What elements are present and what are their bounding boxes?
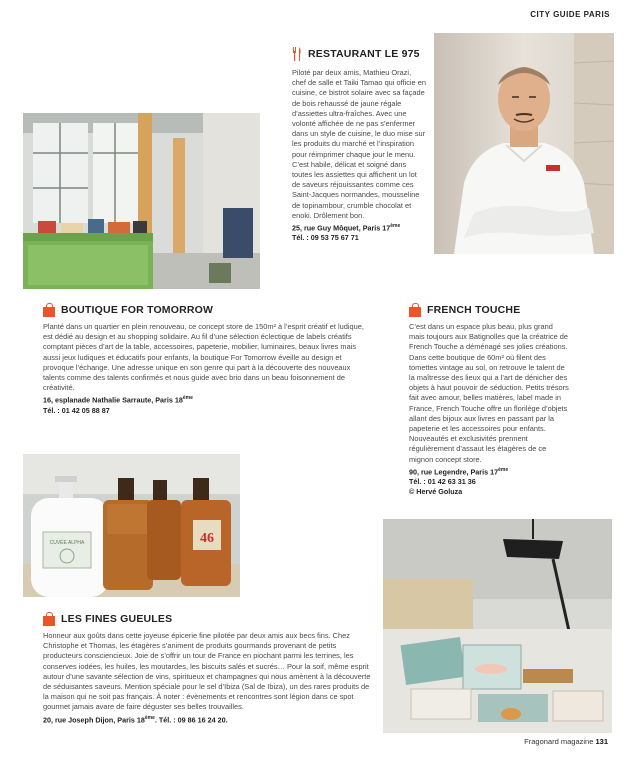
- footer: [524, 737, 608, 746]
- boutique-address: 16, esplanade Nathalie Sarraute, Paris 18ème: [43, 395, 193, 405]
- french-heading: [409, 303, 520, 317]
- shopping-bag-icon: [409, 303, 421, 317]
- boutique-body: Planté dans un quartier en plein renouveau, ce concept store de 150m² à l’esprit créatif et ludique, est dédié au design et au shopping solidaire. Au fil d’une sélection éclectique de labels créatifs comptant pièces d’art de la table, accessoires, papeterie, mobilier, luminaires, beaux livres mais aussi jeux ludiques et éducatifs pour enfants, la boutique For Tomorrow éveille au design et provoque l’échange. Une adresse unique en son genre qui part à la découverte des nouveaux talents comme des talents confirmés et nous guide avec brio dans un beau foisonnement de créativité. 16, esplanade Nathalie Sarraute, Paris 18ème Tél. : 01 42 05 88 87: [43, 322, 373, 416]
- shop-objects-photo: [383, 519, 612, 733]
- restaurant-title: RESTAURANT LE 975: [308, 48, 420, 60]
- bottle-46-label: 46: [200, 531, 214, 546]
- restaurant-phone: Tél. : 09 53 75 67 71: [292, 233, 359, 243]
- shopping-bag-icon: [43, 612, 55, 626]
- page-number: 131: [595, 737, 608, 746]
- fines-address: 20, rue Joseph Dijon, Paris 18ème. Tél. : 09 86 16 24 20.: [43, 714, 228, 725]
- fines-title: LES FINES GUEULES: [61, 613, 173, 625]
- chef-photo: [434, 33, 614, 254]
- magazine-name: Fragonard magazine: [524, 737, 594, 746]
- cuvee-label: CUVÉE ALPHA: [49, 540, 85, 546]
- restaurant-heading: [292, 47, 420, 61]
- boutique-heading: [43, 303, 213, 317]
- city-guide-label: CITY GUIDE PARIS: [530, 10, 610, 19]
- boutique-phone: Tél. : 01 42 05 88 87: [43, 405, 110, 415]
- french-title: FRENCH TOUCHE: [427, 304, 521, 316]
- photo-credit: © Hervé Goluza: [409, 487, 463, 497]
- bottles-photo: [23, 454, 240, 597]
- boutique-title: BOUTIQUE FOR TOMORROW: [61, 304, 214, 316]
- boutique-photo: [23, 113, 260, 289]
- french-phone: Tél. : 01 42 63 31 36: [409, 477, 476, 487]
- fines-body: Honneur aux goûts dans cette joyeuse épicerie fine pilotée par deux amis aux becs fins. Chez Christophe et Thomas, les étagères s’animent de produits gourmands provenant de petits producteurs consciencieux. Joie de s’offrir un tour de France en piochant parmi les terrines, les conserves iodées, les huiles, les moutardes, les biscuits salés et sucrés… Pour la soif, même esprit autour d’une savante sélection de vins, spiritueux et champagnes qui nous amènent à la découverte de séduisantes saveurs. Mention spéciale pour le sel d’Ibiza (Sal de Ibiza), un des rares produits de la maison qui ne soit pas français. À noter : évènements et rencontres sont légion dans ce spot gourmet jamais avare de faire déguster ses belles trouvailles. 20, rue Joseph Dijon, Paris 18ème. Tél. : 09 86 16 24 20.: [43, 631, 373, 725]
- french-body: C’est dans un espace plus beau, plus grand mais toujours aux Batignolles que la créatrice de French Touche a déménagé ses jolies créations. Dans cette boutique de 60m² où filent des tomettes vintage au sol, on retrouve le talent de la maîtresse des lieux qui a l’art de dénicher des objets à haut pouvoir de séduction. Petits trésors fait avec amour, belles matières, label made in France, French Touche offre un florilège d’objets allant des bijoux aux livres en passant par la papeterie et les accessoires pour enfants. Nouveautés et exclusivités prennent régulièrement d’assaut les étagères de ce mignon concept store. 90, rue Legendre, Paris 17ème Tél. : 01 42 63 31 36 © Hervé Goluza: [409, 322, 569, 497]
- fork-knife-icon: [292, 47, 302, 61]
- restaurant-body: Piloté par deux amis, Mathieu Orazi, chef de salle et Taiki Tamao qui officie en cuisine, ce bistrot solaire avec sa façade de bois rehaussé de jaune régale d’assiettes ultra-fraîches. Avec une volonté affichée de ne pas s’enfermer dans un style de cuisine, le duo mise sur les produits du marché et l’inspiration pour réimprimer chaque jour le menu. C’est habile, délicat et soigné dans toutes les assiettes qui affichent un lot de saveurs réjouissantes comme ces Saint-Jacques normandes, mousseline de topinambour, crumble chocolat et enoki. Drôlement bon. 25, rue Guy Môquet, Paris 17ème Tél. : 09 53 75 67 71: [292, 68, 426, 243]
- fines-heading: [43, 612, 172, 626]
- french-address: 90, rue Legendre, Paris 17ème: [409, 466, 509, 477]
- shopping-bag-icon: [43, 303, 55, 317]
- restaurant-address: 25, rue Guy Môquet, Paris 17ème: [292, 223, 401, 233]
